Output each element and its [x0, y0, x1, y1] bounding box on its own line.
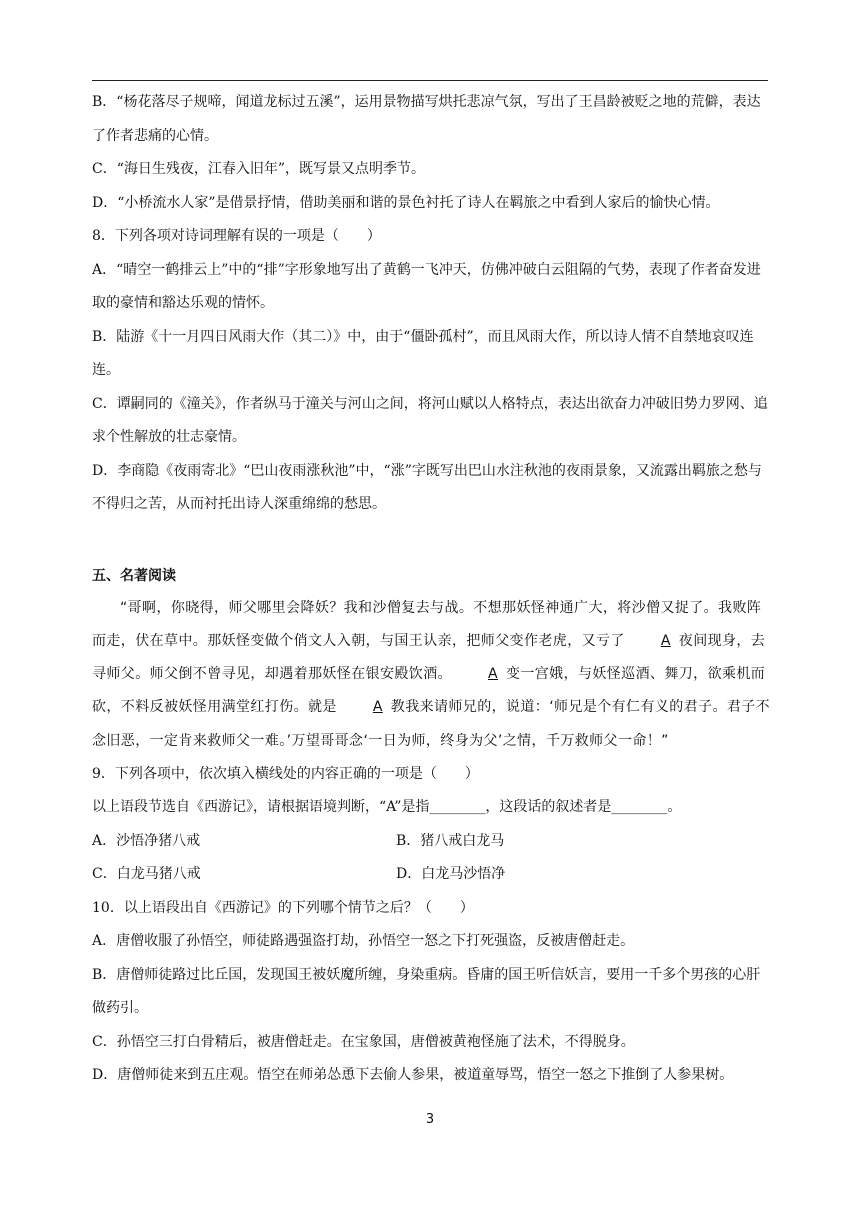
- q10-option-b: B．唐僧师徒路过比丘国，发现国王被妖魔所缠，身染重病。昏庸的国王听信妖言，要用一千多个男孩的心肝做药引。: [92, 966, 761, 1017]
- q7-option-d: D．“小桥流水人家”是借景抒情，借助美丽和谐的景色衬托了诗人在羁旅之中看到人家后的愉快心情。: [92, 194, 720, 211]
- q8-option-d: D．李商隐《夜雨寄北》“巴山夜雨涨秋池”中，“涨”字既写出巴山水注秋池的夜雨景象，又流露出羁旅之愁与不得归之苦，从而衬托出诗人深重绵绵的愁思。: [92, 462, 762, 512]
- passage-part-1: “哥啊，你晓得，师父哪里会降妖？我和沙僧复去与战。不想那妖怪神通广大，将沙僧又捉了。我败阵而走，伏在草中。那妖怪变做个俏文人入朝，与国王认亲，把师父变作老虎，又亏了: [92, 599, 762, 649]
- q8-option-b: B．陆游《十一月四日风雨大作（其二）》中，由于“僵卧孤村”，而且风雨大作，所以诗人情不自禁地哀叹连连。: [92, 328, 754, 378]
- q9-stem: 9．下列各项中，依次填入横线处的内容正确的一项是（ ）: [92, 765, 479, 782]
- q7-option-b: B．“杨花落尽子规啼，闻道龙标过五溪”，运用景物描写烘托悲凉气氛，写出了王昌龄被贬之地的荒僻，表达了作者悲痛的心情。: [92, 94, 761, 144]
- passage-part-3: 变一宫娥，与妖怪巡酒、舞刀，欲乘机而砍，不料反被妖怪用满堂红打伤。就是: [92, 666, 766, 716]
- q9-options-row-2: [92, 858, 772, 892]
- q8-option-a: A．“晴空一鹤排云上”中的“排”字形象地写出了黄鹤一飞冲天，仿佛冲破白云阻隔的气势，表现了作者奋发进取的豪情和豁达乐观的情怀。: [92, 261, 761, 311]
- blank-3: A: [372, 699, 383, 716]
- q9-sub: 以上语段节选自《西游记》，请根据语境判断，“A”是指________，这段话的叙述者是________。: [92, 799, 682, 816]
- section-heading: 五、名著阅读: [92, 567, 176, 584]
- page-number: 3: [425, 1112, 435, 1127]
- reading-passage: [92, 592, 772, 758]
- blank-2: A: [488, 666, 498, 683]
- q9-option-a: A．沙悟净猪八戒: [92, 832, 201, 849]
- q9-option-c: C．白龙马猪八戒: [92, 866, 201, 883]
- q10-stem: 10．以上语段出自《西游记》的下列哪个情节之后？（ ）: [92, 899, 474, 916]
- q7-option-c: C．“海日生残夜，江春入旧年”，既写景又点明季节。: [92, 161, 426, 177]
- passage-part-4: 教我来请师兄的，说道：‘师兄是个有仁有义的君子。君子不念旧恶，一定肯来救师父一难。’万望哥哥念‘一日为师，终身为父’之情，千万救师父一命！”: [92, 699, 771, 749]
- q10-option-c: C．孙悟空三打白骨精后，被唐僧赶走。在宝象国，唐僧被黄袍怪施了法术，不得脱身。: [92, 1033, 635, 1050]
- section-gap: [92, 522, 772, 560]
- q8-stem: 8．下列各项对诗词理解有误的一项是（ ）: [92, 228, 381, 244]
- header-rule: [92, 80, 768, 81]
- q9-option-d: D．白龙马沙悟净: [396, 866, 506, 883]
- passage-part-2: 夜间现身，去寻师父。师父倒不曾寻见，却遇着那妖怪在银安殿饮酒。: [92, 632, 766, 683]
- q10-option-d: D．唐僧师徒来到五庄观。悟空在师弟怂恿下去偷人参果，被道童辱骂，悟空一怒之下推倒了人参果树。: [92, 1067, 734, 1084]
- page-content: [92, 86, 772, 1093]
- blank-1: A: [660, 632, 671, 649]
- q8-option-c: C．谭嗣同的《潼关》，作者纵马于潼关与河山之间，将河山赋以人格特点，表达出欲奋力冲破旧势力罗网、追求个性解放的壮志豪情。: [92, 395, 768, 445]
- q9-option-b: B．猪八戒白龙马: [396, 832, 505, 849]
- q10-option-a: A．唐僧收服了孙悟空，师徒路遇强盗打劫，孙悟空一怒之下打死强盗，反被唐僧赶走。: [92, 933, 635, 950]
- q9-options-row-1: [92, 825, 772, 859]
